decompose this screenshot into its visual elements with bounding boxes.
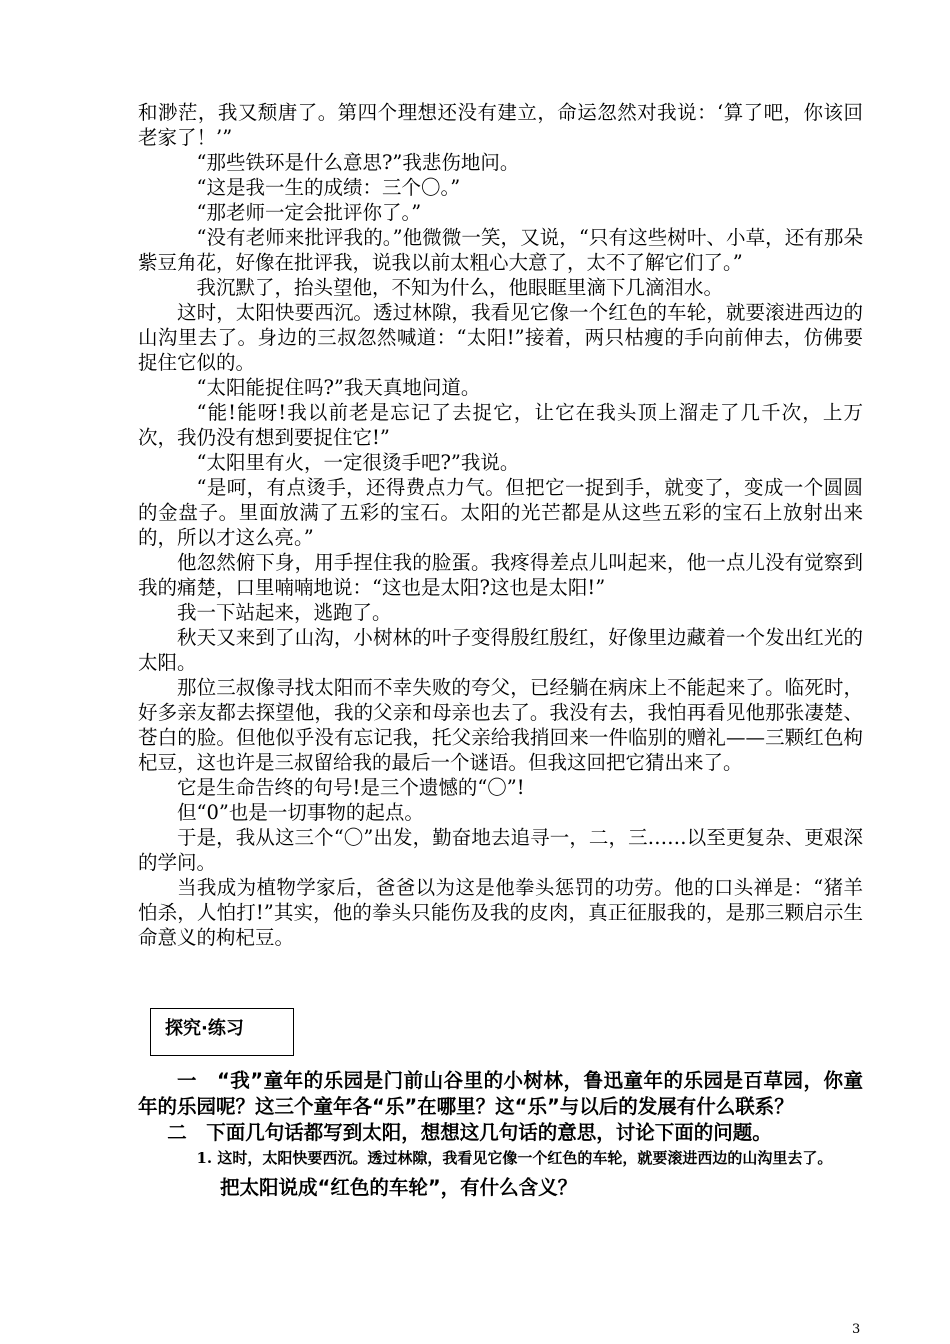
body-paragraph: 我沉默了，抬头望他，不知为什么，他眼眶里滴下几滴泪水。 xyxy=(196,276,724,299)
exercise-section xyxy=(138,1068,863,1201)
body-paragraph: “太阳里有火，一定很烫手吧?”我说。 xyxy=(196,451,520,474)
body-paragraph: 和渺茫，我又颓唐了。第四个理想还没有建立，命运忽然对我说：‘算了吧，你该回老家了！’” xyxy=(138,101,863,149)
body-paragraph: “那老师一定会批评你了。” xyxy=(196,201,422,224)
page-number: 3 xyxy=(852,1322,861,1337)
body-paragraph: 这时，太阳快要西沉。透过林隙，我看见它像一个红色的车轮，就要滚进西边的山沟里去了。身边的三叔忽然喊道：“太阳!”接着，两只枯瘦的手向前伸去，仿佛要捉住它似的。 xyxy=(138,301,863,374)
body-paragraph: 当我成为植物学家后，爸爸以为这是他拳头惩罚的功劳。他的口头禅是：“猪羊怕杀，人怕打!”其实，他的拳头只能伤及我的皮肉，真正征服我的，是那三颗启示生命意义的枸杞豆。 xyxy=(138,876,863,949)
body-paragraph: “没有老师来批评我的。”他微微一笑，又说，“只有这些树叶、小草，还有那朵紫豆角花，好像在批评我，说我以前太粗心大意了，太不了解它们了。” xyxy=(138,226,863,274)
body-paragraph: “那些铁环是什么意思?”我悲伤地问。 xyxy=(196,151,520,174)
exercise-question-2: 二 下面几句话都写到太阳，想想这几句话的意思，讨论下面的问题。 xyxy=(167,1121,772,1144)
body-paragraph: 它是生命告终的句号!是三个遗憾的“〇”! xyxy=(177,776,525,799)
body-paragraph: 他忽然俯下身，用手捏住我的脸蛋。我疼得差点儿叫起来，他一点儿没有觉察到我的痛楚，口里喃喃地说：“这也是太阳?这也是太阳!” xyxy=(138,551,863,599)
section-heading-box xyxy=(150,1008,294,1056)
section-heading: 探究·练习 xyxy=(165,1018,244,1039)
body-paragraph: 那位三叔像寻找太阳而不幸失败的夸父，已经躺在病床上不能起来了。临死时，好多亲友都去探望他，我的父亲和母亲也去了。我没有去，我怕再看见他那张凄楚、苍白的脸。但他似乎没有忘记我，托父亲给我捎回来一件临别的赠礼——三颗红色枸杞豆，这也许是三叔留给我的最后一个谜语。但我这回把它猜出来了。 xyxy=(138,676,863,774)
body-paragraph: 于是，我从这三个“〇”出发，勤奋地去追寻一，二，三……以至更复杂、更艰深的学问。 xyxy=(138,826,863,874)
body-paragraph: “这是我一生的成绩：三个〇。” xyxy=(196,176,461,199)
exercise-question-2-item-1: 1. 这时，太阳快要西沉。透过林隙，我看见它像一个红色的车轮，就要滚进西边的山沟里去了。 xyxy=(196,1149,833,1167)
body-paragraph: 但“0”也是一切事物的起点。 xyxy=(177,801,424,824)
story-body-text xyxy=(138,100,863,950)
body-paragraph: 我一下站起来，逃跑了。 xyxy=(177,601,392,624)
exercise-question-2-item-1-prompt: 把太阳说成“红色的车轮”，有什么含义？ xyxy=(220,1176,578,1199)
body-paragraph: “能!能呀!我以前老是忘记了去捉它，让它在我头顶上溜走了几千次，上万次，我仍没有想到要捉住它!” xyxy=(138,401,863,449)
body-paragraph: “太阳能捉住吗?”我天真地问道。 xyxy=(196,376,481,399)
exercise-question-1: 一 “我”童年的乐园是门前山谷里的小树林，鲁迅童年的乐园是百草园，你童年的乐园呢？这三个童年各“乐”在哪里？这“乐”与以后的发展有什么联系？ xyxy=(138,1069,863,1118)
body-paragraph: 秋天又来到了山沟，小树林的叶子变得殷红殷红，好像里边藏着一个发出红光的太阳。 xyxy=(138,626,863,674)
body-paragraph: “是呵，有点烫手，还得费点力气。但把它一捉到手，就变了，变成一个圆圆的金盘子。里面放满了五彩的宝石。太阳的光芒都是从这些五彩的宝石上放射出来的，所以才这么亮。” xyxy=(138,476,863,549)
